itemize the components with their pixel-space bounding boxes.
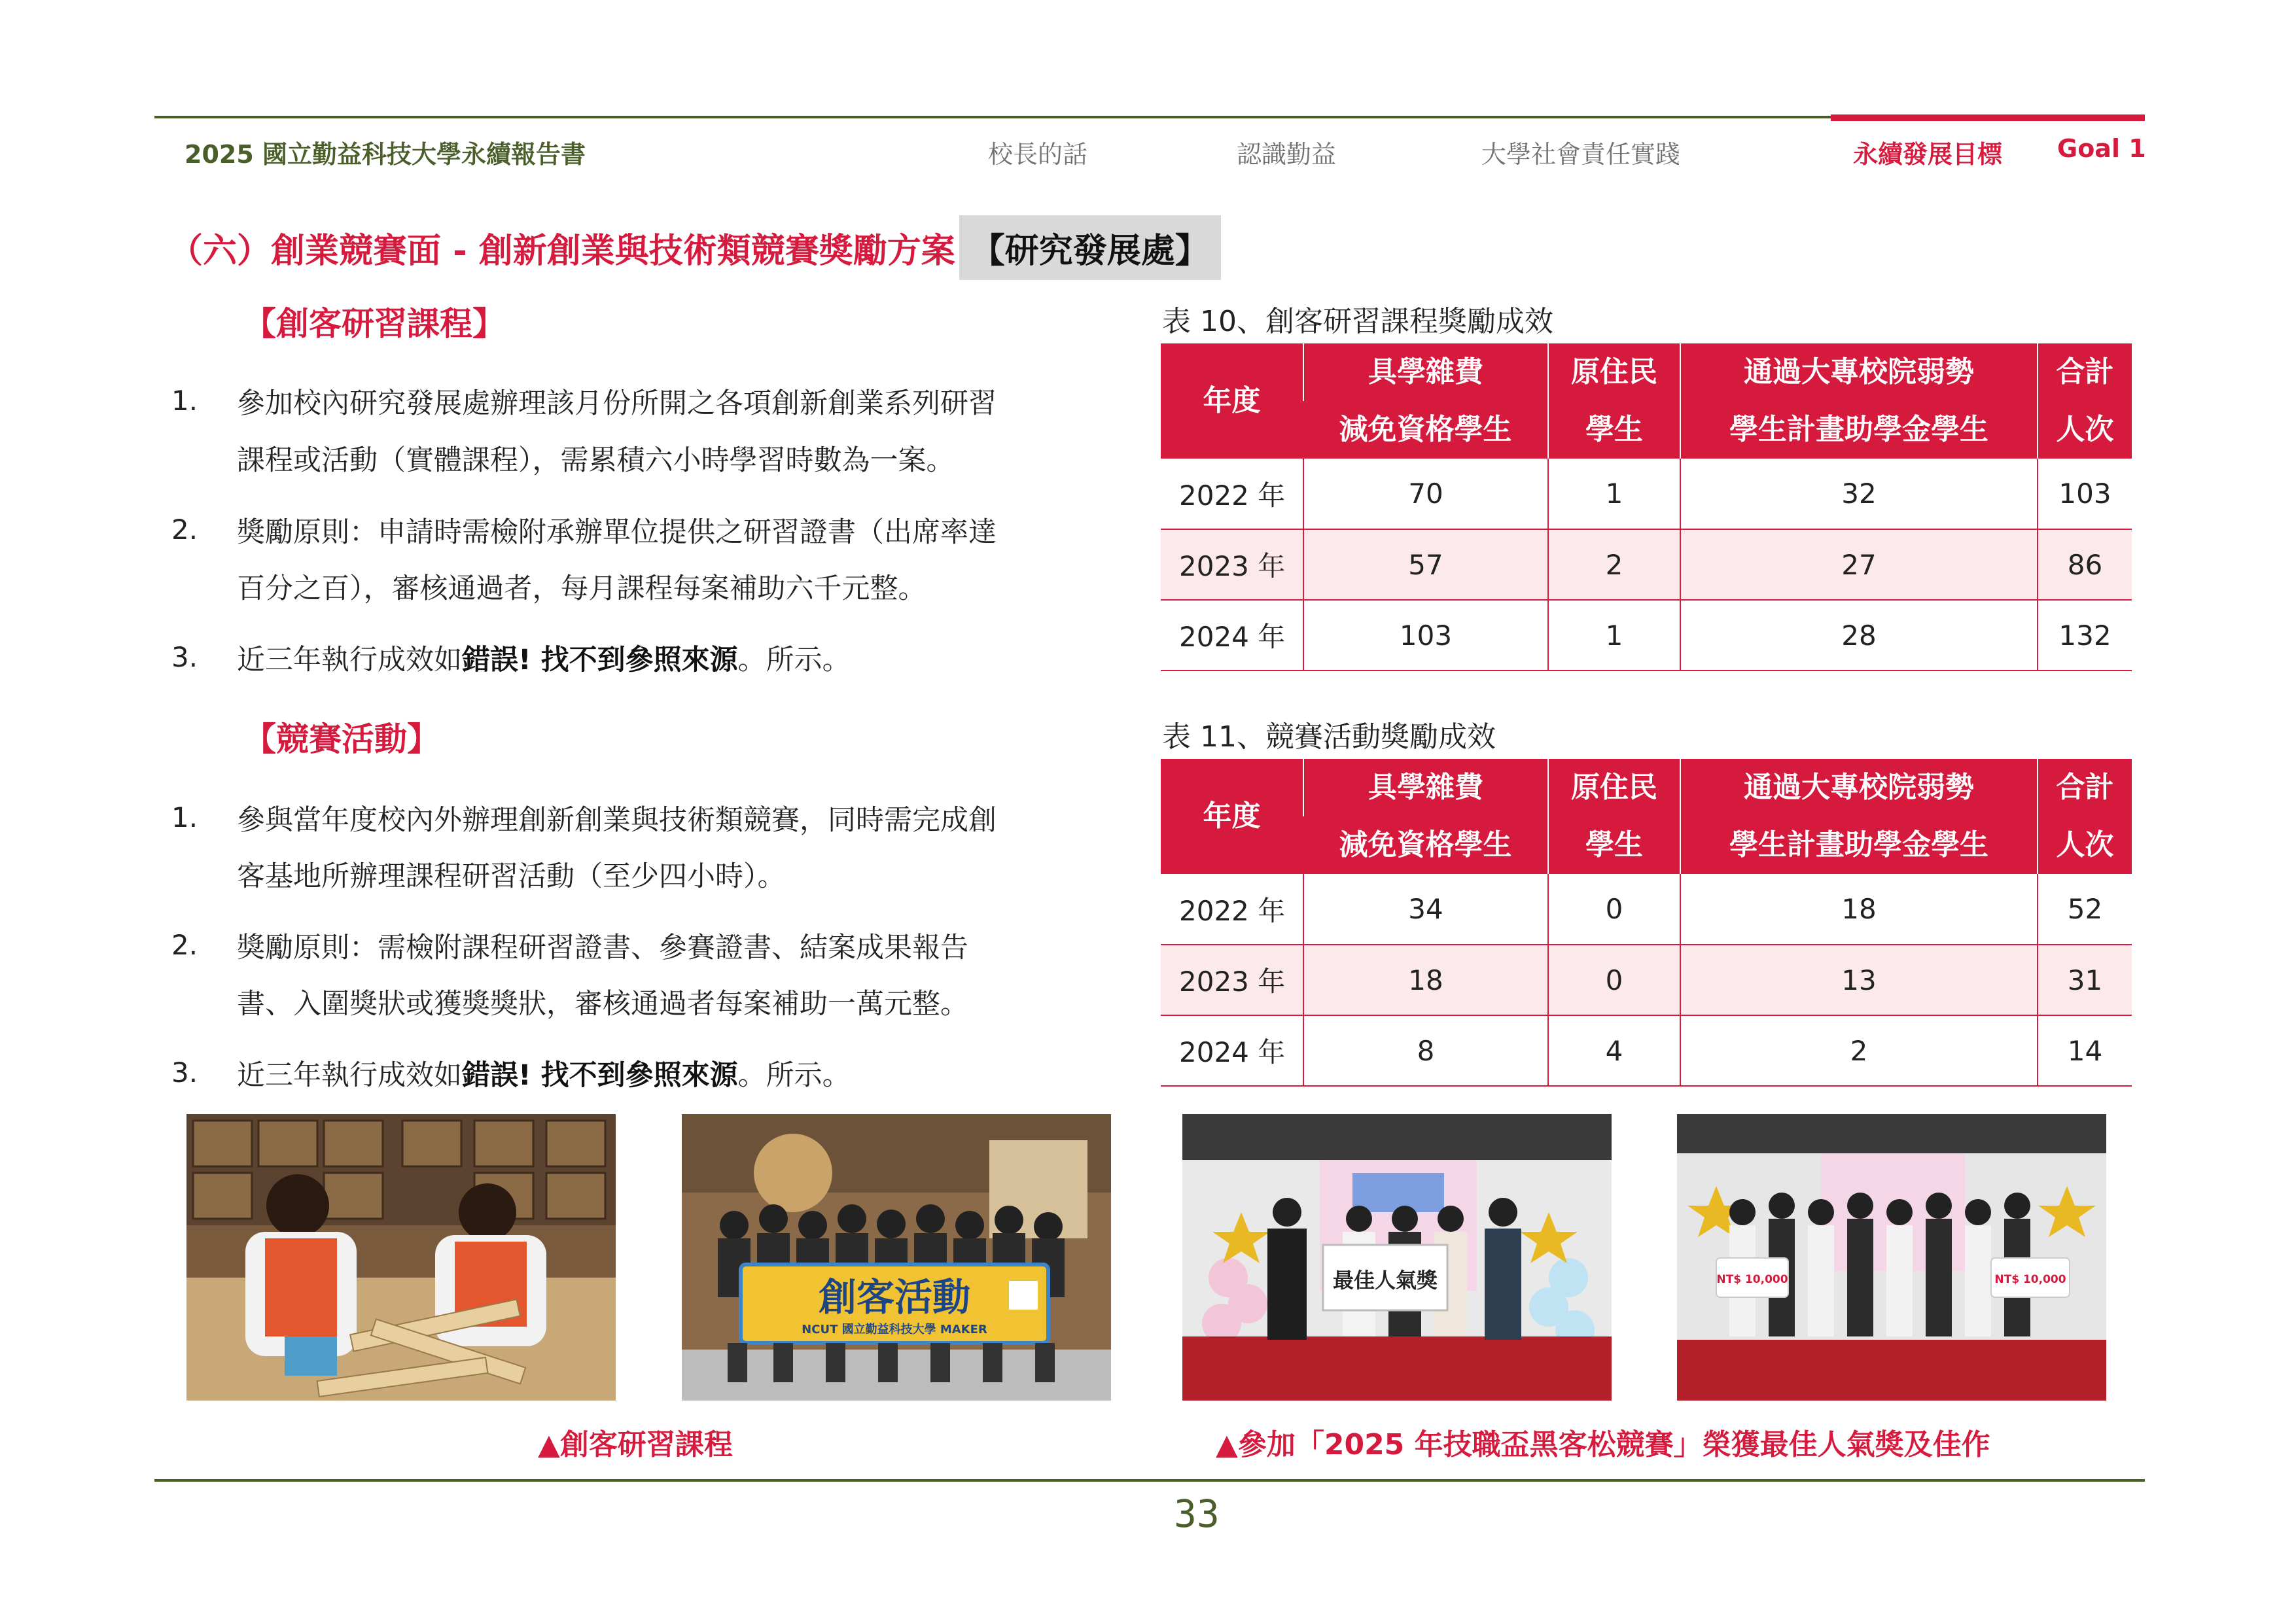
cell-fee-waiver: 103 (1303, 600, 1548, 671)
cell-grant: 32 (1680, 459, 2038, 529)
subsection-title-competition: 【競賽活動】 (243, 720, 440, 758)
cell-grant: 2 (1680, 1015, 2038, 1086)
list-number: 2. (171, 929, 198, 961)
column-header-grant-2: 學生計畫助學金學生 (1680, 816, 2038, 874)
section-heading-unit: 【研究發展處】 (959, 215, 1221, 280)
column-header-fee-waiver: 具學雜費 (1303, 343, 1548, 401)
list-item-text: 獎勵原則：需檢附課程研習證書、參賽證書、結案成果報告 (237, 932, 968, 964)
cell-year: 2022 年 (1161, 874, 1303, 945)
cell-grant: 28 (1680, 600, 2038, 671)
cell-fee-waiver: 70 (1303, 459, 1548, 529)
table-header-row (1161, 343, 2132, 401)
column-header-indigenous: 原住民 (1548, 759, 1680, 816)
column-header-indigenous-2: 學生 (1548, 816, 1680, 874)
cell-year: 2023 年 (1161, 945, 1303, 1015)
prize-sign-text: NT$ 10,000 (1716, 1273, 1788, 1286)
nav-item-sdg-active[interactable]: 永續發展目標 (1853, 140, 2003, 169)
cell-indigenous: 4 (1548, 1015, 1680, 1086)
column-header-total-2: 人次 (2038, 816, 2132, 874)
text-fragment: 近三年執行成效如 (237, 644, 462, 676)
list-item-text: 書、入圍獎狀或獲獎獎狀，審核通過者每案補助一萬元整。 (237, 988, 968, 1021)
cell-fee-waiver: 57 (1303, 529, 1548, 600)
cell-total: 132 (2038, 600, 2132, 671)
text-fragment: 近三年執行成效如 (237, 1059, 462, 1092)
cell-indigenous: 0 (1548, 874, 1680, 945)
section-heading-title: （六）創業競賽面 - 創新創業與技術類競賽獎勵方案 (169, 231, 955, 271)
table-row (1161, 945, 2132, 1015)
photo-caption-hackathon: ▲參加「2025 年技職盃黑客松競賽」榮獲最佳人氣獎及佳作 (1216, 1428, 1990, 1461)
cell-indigenous: 1 (1548, 600, 1680, 671)
cell-fee-waiver: 8 (1303, 1015, 1548, 1086)
column-header-grant: 通過大專校院弱勢 (1680, 759, 2038, 816)
column-header-fee-waiver-2: 減免資格學生 (1303, 401, 1548, 459)
cell-indigenous: 0 (1548, 945, 1680, 1015)
reference-error-text[interactable]: 錯誤! 找不到參照來源 (462, 644, 738, 676)
prize-sign-text: NT$ 10,000 (1994, 1273, 2066, 1286)
cell-total: 31 (2038, 945, 2132, 1015)
cell-year: 2024 年 (1161, 1015, 1303, 1086)
list-item-text: 獎勵原則：申請時需檢附承辦單位提供之研習證書（出席率達 (237, 516, 997, 549)
cell-total: 52 (2038, 874, 2132, 945)
table10-caption: 表 10、創客研習課程獎勵成效 (1162, 305, 1553, 338)
subsection-title-maker-course: 【創客研習課程】 (243, 305, 505, 343)
cell-grant: 27 (1680, 529, 2038, 600)
cell-year: 2023 年 (1161, 529, 1303, 600)
list-item-text (237, 638, 851, 678)
column-header-fee-waiver: 具學雜費 (1303, 759, 1548, 816)
banner-subtext: NCUT 國立勤益科技大學 MAKER (802, 1323, 987, 1336)
cell-fee-waiver: 18 (1303, 945, 1548, 1015)
reference-error-text[interactable]: 錯誤! 找不到參照來源 (462, 1059, 738, 1092)
list-number: 1. (171, 385, 198, 417)
cell-grant: 18 (1680, 874, 2038, 945)
column-header-grant-2: 學生計畫助學金學生 (1680, 401, 2038, 459)
text-fragment: 。所示。 (737, 1059, 851, 1092)
column-header-total-2: 人次 (2038, 401, 2132, 459)
section-heading (169, 216, 1221, 279)
list-item-text: 參加校內研究發展處辦理該月份所開之各項創新創業系列研習 (237, 387, 997, 420)
table-row (1161, 600, 2132, 671)
table-header-row (1161, 401, 2132, 459)
column-header-indigenous: 原住民 (1548, 343, 1680, 401)
list-number: 1. (171, 801, 198, 833)
photo-hackathon-award (1182, 1114, 1612, 1401)
list-number: 3. (171, 641, 198, 673)
cell-total: 86 (2038, 529, 2132, 600)
column-header-year: 年度 (1161, 343, 1303, 459)
photo-caption-maker: ▲創客研習課程 (538, 1428, 733, 1461)
footer-rule (154, 1479, 2145, 1482)
cell-total: 103 (2038, 459, 2132, 529)
column-header-indigenous-2: 學生 (1548, 401, 1680, 459)
column-header-total: 合計 (2038, 759, 2132, 816)
banner-text: 創客活動 (818, 1275, 971, 1319)
column-header-grant: 通過大專校院弱勢 (1680, 343, 2038, 401)
cell-grant: 13 (1680, 945, 2038, 1015)
nav-item-usr[interactable]: 大學社會責任實踐 (1481, 140, 1681, 169)
table11 (1161, 759, 2132, 1087)
table10 (1161, 343, 2132, 671)
table-header-row (1161, 759, 2132, 816)
list-item-text (237, 1053, 851, 1093)
table-header-row (1161, 816, 2132, 874)
cell-total: 14 (2038, 1015, 2132, 1086)
page-number: 33 (1174, 1492, 1220, 1536)
nav-item-about[interactable]: 認識勤益 (1237, 140, 1337, 169)
cell-indigenous: 2 (1548, 529, 1680, 600)
list-item-text: 課程或活動（實體課程），需累積六小時學習時數為一案。 (237, 444, 955, 477)
table-row (1161, 529, 2132, 600)
cell-fee-waiver: 34 (1303, 874, 1548, 945)
list-number: 3. (171, 1056, 198, 1089)
list-number: 2. (171, 514, 198, 546)
table11-caption: 表 11、競賽活動獎勵成效 (1162, 720, 1496, 754)
nav-item-president[interactable]: 校長的話 (988, 140, 1088, 169)
photo-maker-workshop (186, 1114, 616, 1401)
photo-maker-activity-group (682, 1114, 1111, 1401)
award-sign-text: 最佳人氣獎 (1332, 1268, 1438, 1293)
list-item-text: 百分之百），審核通過者，每月課程每案補助六千元整。 (237, 572, 927, 605)
table-row (1161, 874, 2132, 945)
list-item-text: 客基地所辦理課程研習活動（至少四小時）。 (237, 860, 786, 893)
report-title: 2025 國立勤益科技大學永續報告書 (185, 140, 586, 169)
header-active-marker (1831, 114, 2145, 121)
column-header-total: 合計 (2038, 343, 2132, 401)
cell-year: 2022 年 (1161, 459, 1303, 529)
column-header-fee-waiver-2: 減免資格學生 (1303, 816, 1548, 874)
text-fragment: 。所示。 (737, 644, 851, 676)
goal-label: Goal 1 (2057, 134, 2146, 163)
table-row (1161, 1015, 2132, 1086)
list-item-text: 參與當年度校內外辦理創新創業與技術類競賽，同時需完成創 (237, 804, 997, 837)
cell-indigenous: 1 (1548, 459, 1680, 529)
column-header-year: 年度 (1161, 759, 1303, 874)
cell-year: 2024 年 (1161, 600, 1303, 671)
table-row (1161, 459, 2132, 529)
photo-hackathon-group (1677, 1114, 2106, 1401)
